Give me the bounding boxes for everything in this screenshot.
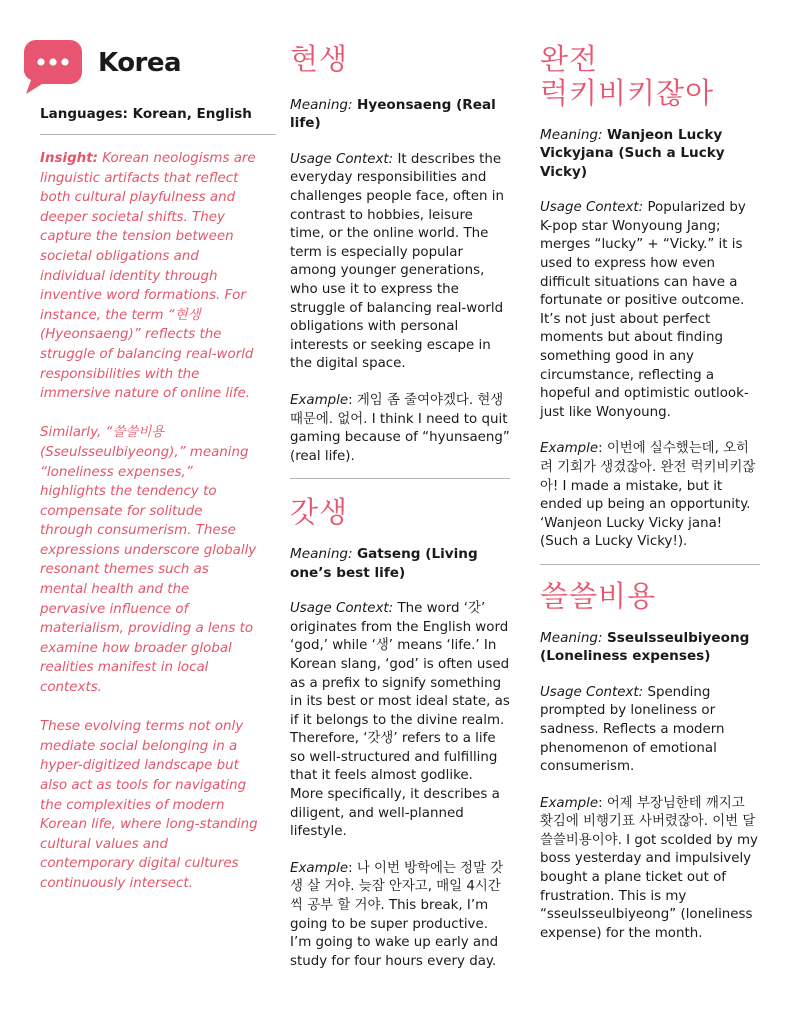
term-title-line-2: 럭키비키잖아 (540, 76, 715, 110)
usage-text: It describes the everyday responsibilities and challenges people face, often in contrast to hobbies, leisure time, or the online world. The term is especially popular among younger generations, who use it to express the struggle of balancing real-world obligations with personal interests or seeking escape in the digital space. (290, 151, 504, 372)
example (540, 440, 760, 552)
term-title: 쓸쓸비용 (540, 578, 657, 613)
meaning-value: Wanjeon Lucky Vickyjana (Such a Lucky Vicky) (540, 127, 725, 180)
meaning-value: Gatseng (Living one’s best life) (290, 546, 478, 581)
usage-text: Spending prompted by loneliness or sadness. Reflects a modern phenomenon of emotional consumerism. (540, 684, 725, 775)
example-label: Example (540, 441, 599, 457)
entry-hyeonsaeng (290, 42, 510, 466)
meaning-line (290, 96, 510, 133)
insight-text-1: Korean neologisms are linguistic artifacts that reflect both cultural playfulness and deeper societal shifts. They capture the tension between societal obligations and individual identity through inventive word formations. For instance, the term “현생 (Hyeonsaeng)” reflects the struggle of balancing real-world responsibilities with the immersive nature of online life. (40, 151, 256, 402)
entry-wanjeon-lucky-vicky (540, 42, 760, 552)
languages-line: Languages: Korean, English (40, 106, 252, 122)
insight-block (22, 149, 258, 894)
meaning-line (540, 629, 760, 666)
meaning-value: Sseulsseulbiyeong (Loneliness expenses) (540, 629, 750, 665)
usage-context (290, 600, 510, 842)
example (290, 392, 510, 466)
usage-label: Usage Context: (290, 151, 394, 167)
left-column (22, 0, 258, 913)
meaning-label: Meaning: (290, 546, 353, 563)
usage-label: Usage Context: (540, 684, 644, 700)
example (290, 860, 510, 972)
usage-context (540, 199, 760, 422)
usage-text: Popularized by K-pop star Wonyoung Jang; merges “lucky” + “Vicky.” it is used to express how even difficult situations can have a fortunate or positive outcome. It’s not just about perfect moments but about finding something good in any circumstance, reflecting a hopeful and optimistic outlook- just like Wonyoung. (540, 200, 749, 420)
entry-sseulsseulbiyeong (540, 579, 760, 944)
entry-gatseng (290, 495, 510, 971)
usage-context (540, 684, 760, 777)
divider (290, 478, 510, 479)
meaning-label: Meaning: (540, 127, 603, 143)
term-title: 갓생 (290, 495, 349, 530)
insight-paragraph-1 (40, 149, 258, 404)
example-label: Example (290, 860, 349, 876)
meaning-label: Meaning: (290, 97, 353, 113)
term-title-line-1: 완전 (540, 42, 599, 76)
insight-paragraph-3: These evolving terms not only mediate social belonging in a hyper-digitized landscape but also act as tools for navigating the complexities of modern Korean life, where long-standing cultural values and contemporary digital cultures continuously intersect. (40, 719, 258, 891)
meaning-label: Meaning: (540, 629, 603, 646)
divider (40, 134, 276, 135)
term-title (540, 42, 760, 110)
example-text: : 어제 부장님한테 깨지고 홧김에 비행기표 사버렸잖아. 이번 달 쓸쓸비용이야. I got scolded by my boss yesterday and impulsively bought a plane ticket out of frustration. This is my “sseulsseulbiyeong” (loneliness expense) for the month. (540, 795, 758, 941)
middle-column (290, 0, 510, 971)
usage-context (290, 151, 510, 374)
example (540, 795, 760, 944)
meaning-line (540, 126, 760, 181)
meaning-line (290, 545, 510, 582)
insight-paragraph-2: Similarly, “쓸쓸비용 (Sseulsseulbiyeong),” meaning “loneliness expenses,” highlights the tendency to compensate for solitude through consumerism. These expressions underscore globally resonant themes such as mental health and the pervasive influence of materialism, providing a lens to examine how broader global realities manifest in local contexts. (40, 425, 257, 696)
brand-header (22, 36, 258, 96)
brand-title: Korea (98, 48, 182, 78)
example-text: : 나 이번 방학에는 정말 갓생 살 거야. 늦잠 안자고, 매일 4시간씩 공부 할 거야. This break, I’m going to be super productive. I’m going to wake up early and study for four hours every day. (290, 860, 504, 969)
term-title: 현생 (290, 42, 349, 76)
usage-label: Usage Context: (290, 601, 394, 617)
meaning-value: Hyeonsaeng (Real life) (290, 97, 496, 132)
speech-bubble-icon (22, 36, 84, 96)
example-label: Example (290, 392, 349, 408)
example-text: : 이번에 실수했는데, 오히려 기회가 생겼잖아. 완전 럭키비키잖아! I made a mistake, but it ended up being an opportunity. ‘Wanjeon Lucky Vicky jana! (Such a Lucky Vicky!). (540, 441, 756, 550)
right-column (540, 0, 760, 943)
divider (540, 564, 760, 565)
example-text: : 게임 좀 줄여야겠다. 현생 때문에. 없어. I think I need to quit gaming because of “hyunsaeng” (real life). (290, 392, 510, 464)
usage-text: The word ‘갓’ originates from the English word ‘god,’ while ‘생’ means ‘life.’ In Korean slang, ‘god’ is often used as a prefix to signify something in its best or most ideal state, as if it belongs to the divine realm. Therefore, ‘갓생’ refers to a life so well-structured and fulfilling that it feels almost godlike. More specifically, it describes a diligent, and well-planned lifestyle. (290, 601, 510, 840)
example-label: Example (540, 795, 599, 811)
usage-label: Usage Context: (540, 200, 644, 216)
insight-label: Insight: (40, 151, 98, 166)
